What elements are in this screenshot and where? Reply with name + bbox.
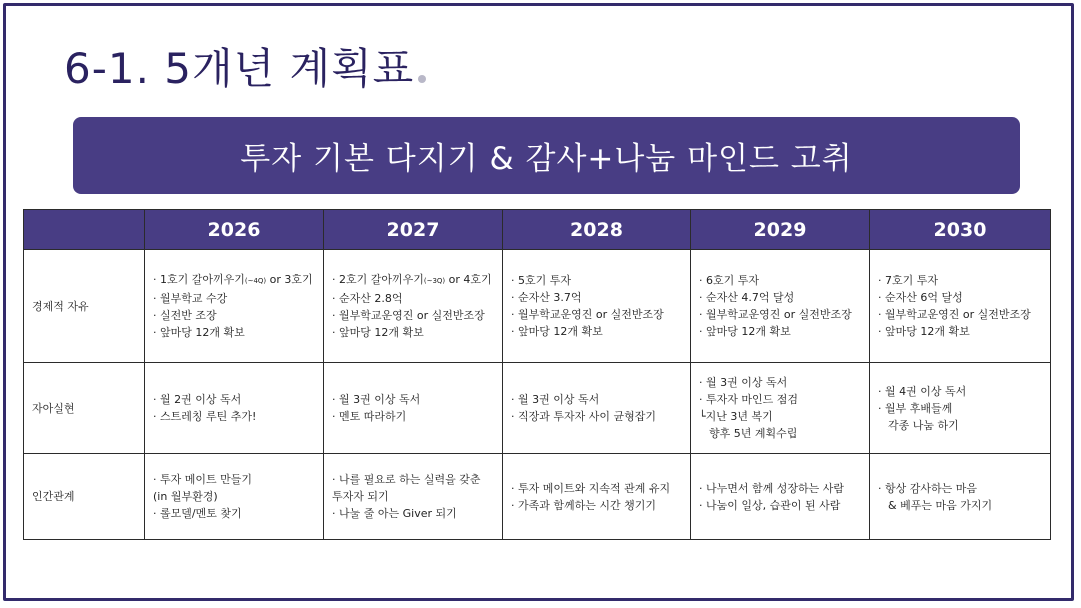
row-category: 인간관계 bbox=[24, 454, 145, 540]
plan-cell bbox=[691, 363, 870, 454]
cell-line: · 가족과 함께하는 시간 챙기기 bbox=[511, 498, 656, 512]
year-header: 2029 bbox=[691, 210, 870, 250]
plan-cell bbox=[324, 250, 503, 363]
cell-line: 각종 나눔 하기 bbox=[888, 418, 959, 432]
plan-cell bbox=[870, 454, 1051, 540]
cell-line-part: or 3호기 bbox=[266, 273, 313, 286]
header-corner bbox=[24, 210, 145, 250]
cell-line: · 스트레칭 루틴 추가! bbox=[153, 410, 257, 423]
year-header: 2030 bbox=[870, 210, 1051, 250]
cell-line: · 멘토 따라하기 bbox=[332, 410, 407, 423]
cell-line: └지난 3년 복기 bbox=[699, 410, 773, 423]
year-header: 2026 bbox=[145, 210, 324, 250]
cell-line: · 앞마당 12개 확보 bbox=[699, 325, 791, 338]
table-row bbox=[24, 363, 1051, 454]
page-title-text: 6-1. 5개년 계획표 bbox=[64, 44, 415, 93]
cell-line: · 순자산 2.8억 bbox=[332, 292, 403, 305]
cell-line bbox=[153, 271, 315, 290]
cell-line: · 순자산 6억 달성 bbox=[878, 291, 963, 304]
cell-line: · 앞마당 12개 확보 bbox=[332, 326, 424, 339]
plan-cell bbox=[145, 454, 324, 540]
cell-line: · 앞마당 12개 확보 bbox=[878, 325, 970, 338]
row-category: 자아실현 bbox=[24, 363, 145, 454]
title-dot bbox=[418, 75, 426, 83]
cell-line: & 베푸는 마음 가지기 bbox=[888, 498, 993, 512]
cell-line: · 6호기 투자 bbox=[699, 274, 759, 287]
cell-line: · 나눔이 일상, 습관이 된 사람 bbox=[699, 498, 841, 512]
cell-line: · 월부학교운영진 or 실전반조장 bbox=[699, 308, 852, 321]
page-title bbox=[64, 36, 426, 96]
cell-line: · 투자자 마인드 점검 bbox=[699, 393, 798, 406]
banner-text: 투자 기본 다지기 & 감사+나눔 마인드 고취 bbox=[240, 141, 853, 177]
cell-line: · 7호기 투자 bbox=[878, 274, 938, 287]
plan-cell bbox=[145, 250, 324, 363]
cell-line: · 롤모델/멘토 찾기 bbox=[153, 507, 242, 520]
cell-line bbox=[332, 271, 494, 290]
cell-line: · 월부학교운영진 or 실전반조장 bbox=[511, 308, 664, 321]
year-header: 2027 bbox=[324, 210, 503, 250]
cell-line: · 나누면서 함께 성장하는 사람 bbox=[699, 481, 844, 495]
cell-line: · 앞마당 12개 확보 bbox=[511, 325, 603, 338]
cell-line: · 5호기 투자 bbox=[511, 274, 571, 287]
plan-cell bbox=[503, 454, 691, 540]
cell-line-note: (~4Q) bbox=[244, 277, 267, 285]
plan-cell bbox=[324, 454, 503, 540]
cell-line: · 순자산 3.7억 bbox=[511, 291, 582, 304]
plan-cell bbox=[870, 250, 1051, 363]
cell-line: · 앞마당 12개 확보 bbox=[153, 326, 245, 339]
plan-cell bbox=[691, 250, 870, 363]
cell-line: · 투자 메이트 만들기 bbox=[153, 473, 252, 486]
cell-line-note: (~3Q) bbox=[423, 277, 446, 285]
cell-line: · 직장과 투자자 사이 균형잡기 bbox=[511, 410, 656, 423]
cell-line: · 나눌 줄 아는 Giver 되기 bbox=[332, 507, 457, 520]
cell-line: · 순자산 4.7억 달성 bbox=[699, 291, 795, 304]
year-header: 2028 bbox=[503, 210, 691, 250]
cell-line-part: · 2호기 갈아끼우기 bbox=[332, 273, 424, 286]
cell-line: · 월부 후배들께 bbox=[878, 401, 953, 415]
cell-line-part: · 1호기 갈아끼우기 bbox=[153, 273, 245, 286]
header-row bbox=[24, 210, 1051, 250]
row-category: 경제적 자유 bbox=[24, 250, 145, 363]
plan-cell bbox=[324, 363, 503, 454]
cell-line: · 월 3권 이상 독서 bbox=[511, 393, 600, 406]
cell-line: · 월 2권 이상 독서 bbox=[153, 393, 242, 406]
table-row bbox=[24, 454, 1051, 540]
cell-line: · 월부학교 수강 bbox=[153, 292, 228, 305]
plan-cell bbox=[870, 363, 1051, 454]
cell-line-part: or 4호기 bbox=[445, 273, 492, 286]
plan-cell bbox=[691, 454, 870, 540]
subtitle-banner bbox=[73, 117, 1020, 194]
cell-line: (in 월부환경) bbox=[153, 490, 218, 503]
cell-line: · 실전반 조장 bbox=[153, 309, 217, 322]
cell-line: · 투자 메이트와 지속적 관계 유지 bbox=[511, 481, 671, 495]
cell-line: · 나를 필요로 하는 실력을 갖춘 bbox=[332, 473, 481, 486]
cell-line: · 월 4권 이상 독서 bbox=[878, 384, 967, 398]
cell-line: · 월부학교운영진 or 실전반조장 bbox=[332, 309, 485, 322]
cell-line: 투자자 되기 bbox=[332, 490, 389, 503]
plan-cell bbox=[145, 363, 324, 454]
cell-line: · 월 3권 이상 독서 bbox=[332, 393, 421, 406]
five-year-plan-table bbox=[23, 209, 1051, 540]
cell-line: · 항상 감사하는 마음 bbox=[878, 481, 977, 495]
table-row bbox=[24, 250, 1051, 363]
cell-line: 향후 5년 계획수립 bbox=[709, 427, 798, 440]
cell-line: · 월부학교운영진 or 실전반조장 bbox=[878, 308, 1031, 321]
plan-cell bbox=[503, 250, 691, 363]
plan-cell bbox=[503, 363, 691, 454]
cell-line: · 월 3권 이상 독서 bbox=[699, 376, 788, 389]
